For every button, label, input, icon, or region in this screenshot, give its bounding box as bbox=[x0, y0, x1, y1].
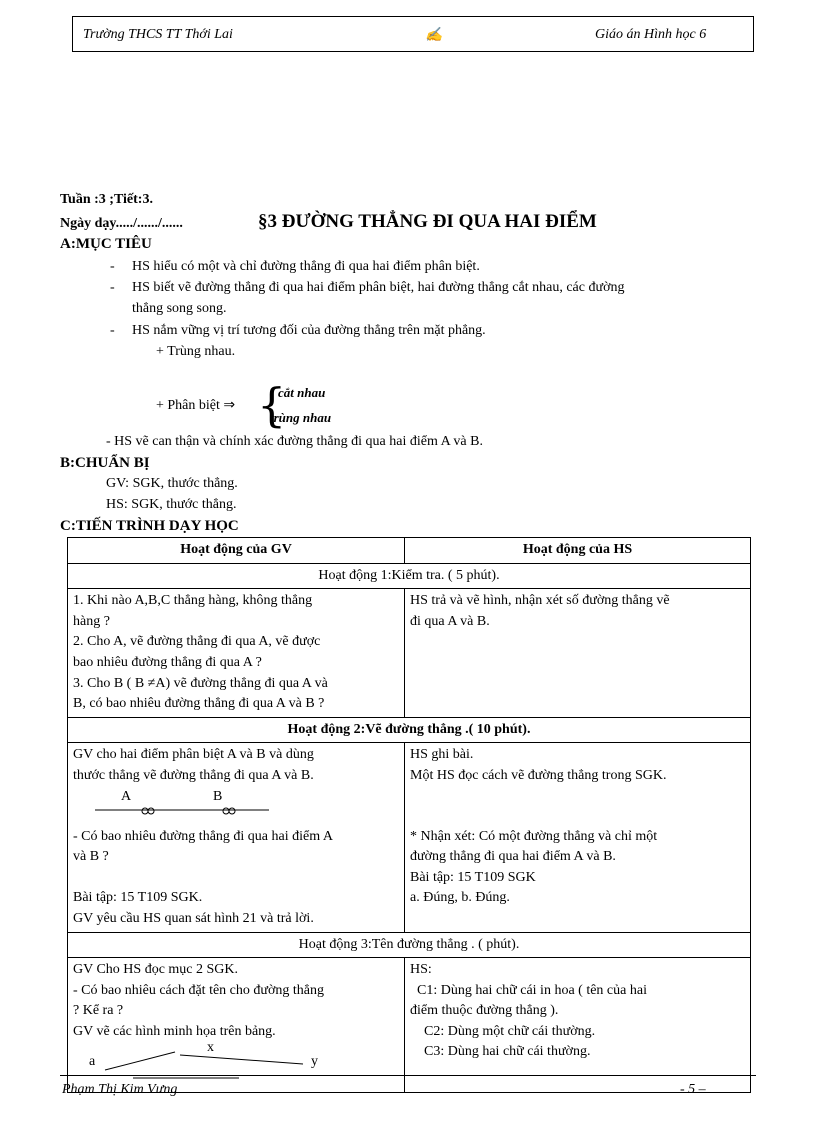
option-intersect: cắt nhau bbox=[278, 385, 326, 400]
text-line: điểm thuộc đường thẳng ). bbox=[410, 1003, 559, 1019]
text-line: GV yêu cầu HS quan sát hình 21 và trả lời. bbox=[73, 910, 314, 926]
activity-2-hs bbox=[405, 743, 751, 932]
line-names-figure bbox=[73, 1042, 399, 1082]
objective-2-cont: thẳng song song. bbox=[132, 301, 227, 316]
page-header bbox=[72, 16, 754, 52]
objective-2: HS biết vẽ đường thẳng đi qua hai điểm phân biệt, hai đường thẳng cắt nhau, các đường bbox=[132, 280, 625, 295]
text-line: 2. Cho A, vẽ đường thẳng đi qua A, vẽ được bbox=[73, 634, 321, 650]
text-line: hàng ? bbox=[73, 613, 110, 629]
col-header-gv: Hoạt động của GV bbox=[68, 538, 405, 564]
text-line: GV Cho HS đọc mục 2 SGK. bbox=[73, 962, 239, 978]
text-line: HS trả và vẽ hình, nhận xét số đường thẳng vẽ bbox=[410, 593, 670, 609]
activity-3-title: Hoạt động 3:Tên đường thẳng . ( phút). bbox=[68, 932, 751, 958]
section-b-heading: B:CHUẨN BỊ bbox=[60, 455, 150, 471]
line-ab-figure bbox=[73, 787, 399, 827]
lines-icon bbox=[73, 1042, 399, 1082]
text-line: Một HS đọc cách vẽ đường thẳng trong SGK. bbox=[410, 767, 667, 783]
text-line: * Nhận xét: Có một đường thẳng và chỉ một bbox=[410, 828, 658, 844]
teaching-date: Ngày dạy...../....../...... bbox=[60, 216, 183, 231]
bullet-dash: - bbox=[110, 323, 115, 338]
point-b-label: B bbox=[213, 788, 223, 804]
text-line: ? Kể ra ? bbox=[73, 1003, 124, 1019]
text-line: thước thẳng vẽ đường thẳng đi qua A và B. bbox=[73, 767, 314, 783]
text-line: và B ? bbox=[73, 849, 109, 865]
header-school: Trường THCS TT Thới Lai bbox=[83, 27, 233, 42]
activity-table bbox=[67, 537, 751, 1093]
text-line: HS: bbox=[410, 962, 432, 978]
line-x-label: x bbox=[207, 1040, 214, 1056]
text-line: Bài tập: 15 T109 SGK. bbox=[73, 890, 203, 906]
objective-1: HS hiểu có một và chỉ đường thẳng đi qua hai điểm phân biệt. bbox=[132, 259, 480, 274]
text-line: GV cho hai điểm phân biệt A và B và dùng bbox=[73, 747, 314, 763]
text-line: 1. Khi nào A,B,C thẳng hàng, không thẳng bbox=[73, 593, 313, 609]
text-line: B, có bao nhiêu đường thẳng đi qua A và B ? bbox=[73, 696, 325, 712]
text-line: - Có bao nhiêu cách đặt tên cho đường thẳng bbox=[73, 982, 324, 998]
text-line: C1: Dùng hai chữ cái in hoa ( tên của hai bbox=[410, 982, 647, 998]
activity-1-title: Hoạt động 1:Kiểm tra. ( 5 phút). bbox=[68, 563, 751, 589]
footer-author: Phạm Thị Kim Vưng bbox=[62, 1082, 178, 1097]
line-y-label: y bbox=[311, 1054, 318, 1070]
text-line: Bài tập: 15 T109 SGK bbox=[410, 869, 536, 885]
col-header-hs: Hoạt động của HS bbox=[405, 538, 751, 564]
section-a-heading: A:MỤC TIÊU bbox=[60, 236, 152, 252]
line-a-label: a bbox=[89, 1054, 96, 1070]
text-line: đường thẳng đi qua hai điểm A và B. bbox=[410, 849, 616, 865]
sub-coincide: + Trùng nhau. bbox=[156, 344, 236, 359]
point-a-label: A bbox=[121, 788, 132, 804]
activity-1-hs bbox=[405, 589, 751, 718]
bullet-dash: - bbox=[110, 280, 115, 295]
section-c-heading: C:TIẾN TRÌNH DẠY HỌC bbox=[60, 518, 239, 534]
option-coincide: trùng nhau bbox=[270, 410, 332, 425]
text-line: C3: Dùng hai chữ cái thường. bbox=[410, 1044, 591, 1060]
text-line: C2: Dùng một chữ cái thường. bbox=[410, 1023, 596, 1039]
header-subject: Giáo án Hình học 6 bbox=[595, 27, 707, 42]
sub-distinct: + Phân biệt ⇒ bbox=[156, 398, 236, 413]
text-line: HS ghi bài. bbox=[410, 747, 474, 763]
text-line: a. Đúng, b. Đúng. bbox=[410, 890, 510, 906]
activity-3-gv bbox=[68, 958, 405, 1093]
text-line: 3. Cho B ( B ≠A) vẽ đường thẳng đi qua A và bbox=[73, 675, 328, 691]
week-lesson: Tuần :3 ;Tiết:3. bbox=[60, 192, 153, 207]
activity-2-title: Hoạt động 2:Vẽ đường thẳng .( 10 phút). bbox=[68, 717, 751, 743]
prep-student: HS: SGK, thước thẳng. bbox=[106, 497, 237, 512]
text-line: GV vẽ các hình minh họa trên bảng. bbox=[73, 1023, 276, 1039]
text-line bbox=[73, 868, 399, 889]
brace-icon: { bbox=[257, 378, 287, 432]
activity-3-hs bbox=[405, 958, 751, 1093]
objective-3: HS nắm vững vị trí tương đối của đường thẳng trên mặt phẳng. bbox=[132, 323, 486, 338]
prep-teacher: GV: SGK, thước thẳng. bbox=[106, 476, 238, 491]
page-title: §3 ĐƯỜNG THẲNG ĐI QUA HAI ĐIỂM bbox=[258, 211, 597, 232]
activity-1-gv bbox=[68, 589, 405, 718]
footer-divider bbox=[60, 1075, 756, 1076]
text-line: đi qua A và B. bbox=[410, 613, 490, 629]
line-ab-icon bbox=[93, 801, 273, 819]
bullet-dash: - bbox=[110, 259, 115, 274]
text-line: - Có bao nhiêu đường thẳng đi qua hai điểm A bbox=[73, 828, 333, 844]
pen-icon: ✍ bbox=[425, 28, 443, 43]
objective-4: - HS vẽ can thận và chính xác đường thẳng đi qua hai điểm A và B. bbox=[106, 434, 483, 449]
text-line: bao nhiêu đường thẳng đi qua A ? bbox=[73, 654, 262, 670]
page-number: - 5 – bbox=[680, 1082, 706, 1097]
activity-2-gv bbox=[68, 743, 405, 932]
